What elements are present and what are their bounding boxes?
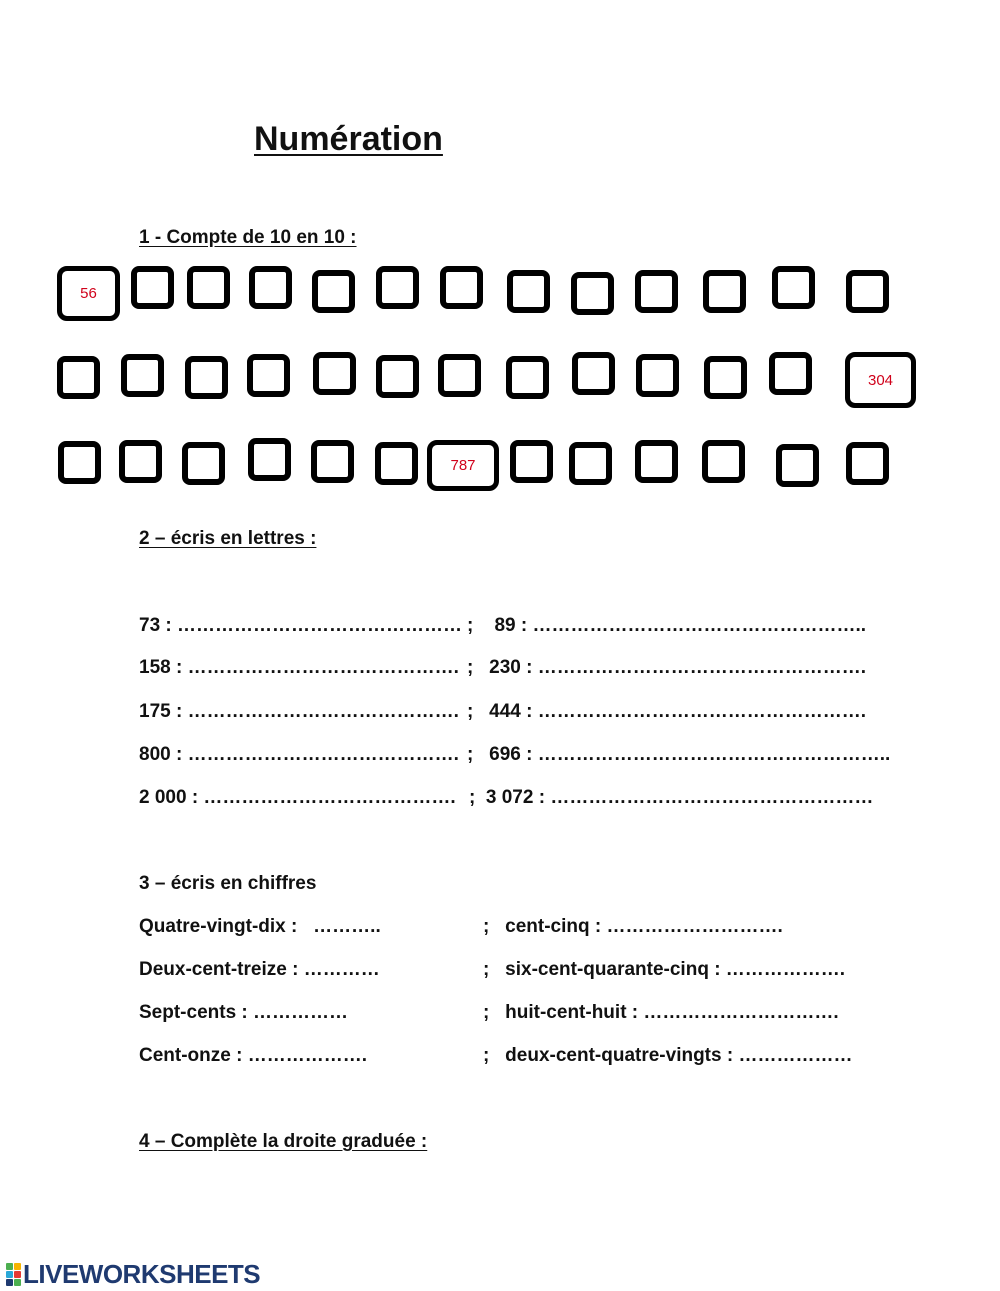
words-right-444: ; 444 : ……………………………………………. bbox=[467, 701, 867, 722]
section-4-heading: 4 – Complète la droite graduée : bbox=[139, 1131, 428, 1152]
count-box-blank[interactable] bbox=[635, 440, 678, 483]
count-box-blank[interactable] bbox=[635, 270, 678, 313]
count-box-blank[interactable] bbox=[440, 266, 483, 309]
words-right-696: ; 696 : ……………………………………………….. bbox=[467, 744, 891, 765]
section-1-heading: 1 - Compte de 10 en 10 : bbox=[139, 227, 357, 248]
count-box-blank[interactable] bbox=[776, 444, 819, 487]
count-box-blank[interactable] bbox=[312, 270, 355, 313]
count-box-blank[interactable] bbox=[571, 272, 614, 315]
count-box-blank[interactable] bbox=[375, 442, 418, 485]
count-box-blank[interactable] bbox=[119, 440, 162, 483]
count-box-blank[interactable] bbox=[311, 440, 354, 483]
digits-right-six-cent-quarante-cinq: ; six-cent-quarante-cinq : ………………. bbox=[483, 959, 846, 980]
page-title: Numération bbox=[254, 120, 443, 158]
section-3-heading: 3 – écris en chiffres bbox=[139, 873, 317, 894]
words-left-2000: 2 000 : …………………………………. bbox=[139, 787, 456, 808]
count-box-blank[interactable] bbox=[438, 354, 481, 397]
count-box-blank[interactable] bbox=[702, 440, 745, 483]
words-left-800: 800 : ……………………………………. bbox=[139, 744, 459, 765]
logo-blocks-icon bbox=[6, 1263, 21, 1286]
words-right-89: ; 89 : …………………………………………….. bbox=[467, 615, 867, 636]
count-box-given: 787 bbox=[427, 440, 499, 491]
count-box-blank[interactable] bbox=[313, 352, 356, 395]
logo-text: LIVEWORKSHEETS bbox=[23, 1258, 261, 1289]
count-box-blank[interactable] bbox=[569, 442, 612, 485]
count-box-blank[interactable] bbox=[121, 354, 164, 397]
count-box-blank[interactable] bbox=[248, 438, 291, 481]
count-box-blank[interactable] bbox=[703, 270, 746, 313]
digits-left-sept-cents: Sept-cents : …………… bbox=[139, 1002, 349, 1023]
words-left-175: 175 : ……………………………………. bbox=[139, 701, 459, 722]
digits-right-huit-cent-huit: ; huit-cent-huit : …………………………. bbox=[483, 1002, 839, 1023]
digits-left-cent-onze: Cent-onze : ………………. bbox=[139, 1045, 367, 1066]
liveworksheets-logo[interactable] bbox=[6, 1258, 260, 1290]
count-box-blank[interactable] bbox=[704, 356, 747, 399]
words-left-73: 73 : ……………………………………… bbox=[139, 615, 463, 636]
words-right-3072: ; 3 072 : …………………………………………… bbox=[469, 787, 874, 808]
count-box-blank[interactable] bbox=[376, 266, 419, 309]
count-box-blank[interactable] bbox=[846, 442, 889, 485]
digits-right-cent-cinq: ; cent-cinq : ………………………. bbox=[483, 916, 783, 937]
count-box-blank[interactable] bbox=[510, 440, 553, 483]
words-left-158: 158 : ……………………………………. bbox=[139, 657, 459, 678]
count-box-blank[interactable] bbox=[846, 270, 889, 313]
count-box-blank[interactable] bbox=[506, 356, 549, 399]
count-box-blank[interactable] bbox=[131, 266, 174, 309]
count-box-blank[interactable] bbox=[572, 352, 615, 395]
count-box-end: 304 bbox=[845, 352, 916, 408]
count-box-blank[interactable] bbox=[187, 266, 230, 309]
count-box-start: 56 bbox=[57, 266, 120, 321]
count-box-blank[interactable] bbox=[247, 354, 290, 397]
count-box-blank[interactable] bbox=[507, 270, 550, 313]
words-right-230: ; 230 : ……………………………………………. bbox=[467, 657, 867, 678]
digits-left-deux-cent-treize: Deux-cent-treize : ………… bbox=[139, 959, 380, 980]
count-box-blank[interactable] bbox=[182, 442, 225, 485]
count-box-blank[interactable] bbox=[772, 266, 815, 309]
count-box-blank[interactable] bbox=[58, 441, 101, 484]
count-box-blank[interactable] bbox=[636, 354, 679, 397]
count-box-blank[interactable] bbox=[249, 266, 292, 309]
count-box-blank[interactable] bbox=[769, 352, 812, 395]
count-box-blank[interactable] bbox=[57, 356, 100, 399]
digits-left-quatre-vingt-dix: Quatre-vingt-dix : ……….. bbox=[139, 916, 381, 937]
digits-right-deux-cent-quatre-vingts: ; deux-cent-quatre-vingts : ……………… bbox=[483, 1045, 853, 1066]
count-box-blank[interactable] bbox=[376, 355, 419, 398]
section-2-heading: 2 – écris en lettres : bbox=[139, 528, 317, 549]
count-box-blank[interactable] bbox=[185, 356, 228, 399]
